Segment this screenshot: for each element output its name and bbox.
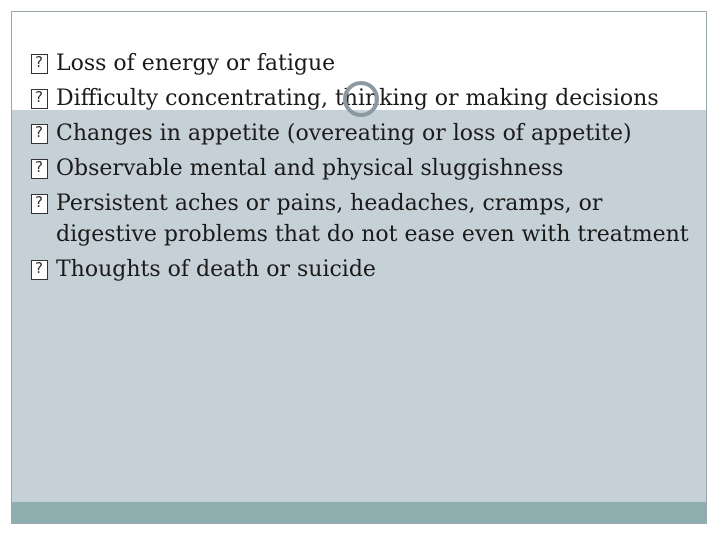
missing-glyph-icon [31, 54, 48, 74]
bullet-item [31, 118, 691, 149]
bullet-item [31, 188, 691, 250]
bullet-item [31, 48, 691, 79]
footer-band [12, 502, 706, 524]
bullet-text: Difficulty concentrating, thinking or making decisions [56, 86, 659, 111]
bullet-text: Persistent aches or pains, headaches, cramps, or digestive problems that do not ease even with treatment [56, 191, 689, 247]
missing-glyph-icon [31, 89, 48, 109]
bullet-item [31, 153, 691, 184]
bullet-text: Changes in appetite (overeating or loss of appetite) [56, 121, 632, 146]
bullet-text: Observable mental and physical sluggishness [56, 156, 564, 181]
bullet-text: Loss of energy or fatigue [56, 51, 336, 76]
missing-glyph-icon [31, 124, 48, 144]
decorative-ring-icon [343, 81, 379, 117]
bullet-item [31, 254, 691, 285]
bullet-text: Thoughts of death or suicide [56, 257, 376, 282]
missing-glyph-icon [31, 260, 48, 280]
missing-glyph-icon [31, 159, 48, 179]
missing-glyph-icon [31, 194, 48, 214]
